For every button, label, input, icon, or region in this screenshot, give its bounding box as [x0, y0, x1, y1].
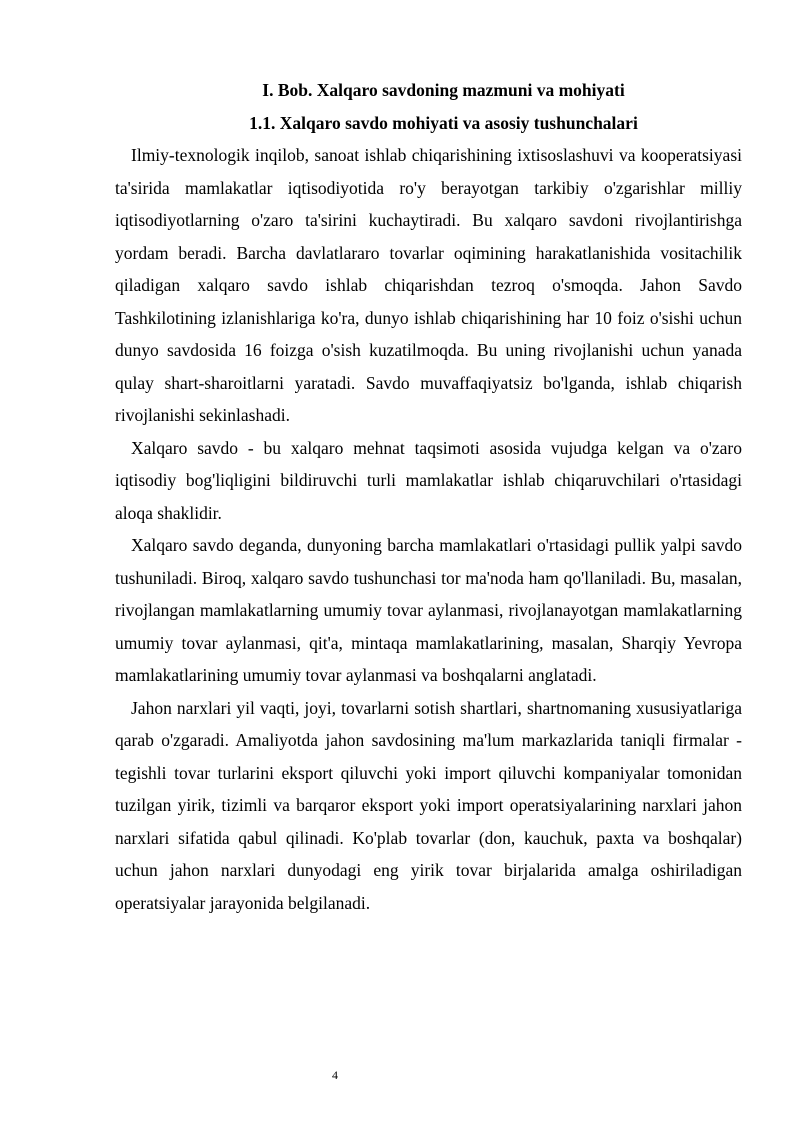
section-title: 1.1. Xalqaro savdo mohiyati va asosiy tushunchalari: [249, 112, 638, 133]
chapter-title: I. Bob. Xalqaro savdoning mazmuni va mohiyati: [262, 80, 625, 100]
page-number: 4: [332, 1068, 338, 1082]
paragraph-2: Xalqaro savdo - bu xalqaro mehnat taqsimoti asosida vujudga kelgan va o'zaro iqtisodiy bog'liqligini bildiruvchi turli mamlakatlar ishlab chiqaruvchilari o'rtasidagi aloqa shaklidir.: [115, 437, 742, 523]
page-content: [115, 74, 742, 919]
paragraph-4: Jahon narxlari yil vaqti, joyi, tovarlarni sotish shartlari, shartnomaning xususiyatlariga qarab o'zgaradi. Amaliyotda jahon savdosining ma'lum markazlarida taniqli firmalar - tegishli tovar turlarini eksport qiluvchi yoki import qiluvchi kompaniyalar tomonidan tuzilgan yirik, tizimli va barqaror eksport yoki import operatsiyalarining narxlari jahon narxlari sifatida qabul qilinadi. Ko'plab tovarlar (don, kauchuk, paxta va boshqalar) uchun jahon narxlari dunyodagi eng yirik tovar birjalarida amalga oshiriladigan operatsiyalar jarayonida belgilanadi.: [115, 697, 742, 913]
paragraph-1: Ilmiy-texnologik inqilob, sanoat ishlab chiqarishining ixtisoslashuvi va kooperatsiyasi ta'sirida mamlakatlar iqtisodiyotida ro'y berayotgan tarkibiy o'zgarishlar milliy iqtisodiyotlarning o'zaro ta'sirini kuchaytiradi. Bu xalqaro savdoni rivojlantirishga yordam beradi. Barcha davlatlararo tovarlar oqimining harakatlanishida vositachilik qiladigan xalqaro savdo ishlab chiqarishdan tezroq o'smoqda. Jahon Savdo Tashkilotining izlanishlariga ko'ra, dunyo ishlab chiqarishining har 10 foiz o'sishi uchun dunyo savdosida 16 foizga o'sish kuzatilmoqda. Bu uning rivojlanishi uchun yanada qulay shart-sharoitlarni yaratadi. Savdo muvaffaqiyatsiz bo'lganda, ishlab chiqarish rivojlanishi sekinlashadi.: [115, 145, 742, 425]
paragraph-3: Xalqaro savdo deganda, dunyoning barcha mamlakatlari o'rtasidagi pullik yalpi savdo tushuniladi. Biroq, xalqaro savdo tushunchasi tor ma'noda ham qo'llaniladi. Bu, masalan, rivojlangan mamlakatlarning umumiy tovar aylanmasi, rivojlanayotgan mamlakatlarning umumiy tovar aylanmasi, qit'a, mintaqa mamlakatlarining, masalan, Sharqiy Yevropa mamlakatlarining umumiy tovar aylanmasi va boshqalarni anglatadi.: [115, 535, 742, 685]
